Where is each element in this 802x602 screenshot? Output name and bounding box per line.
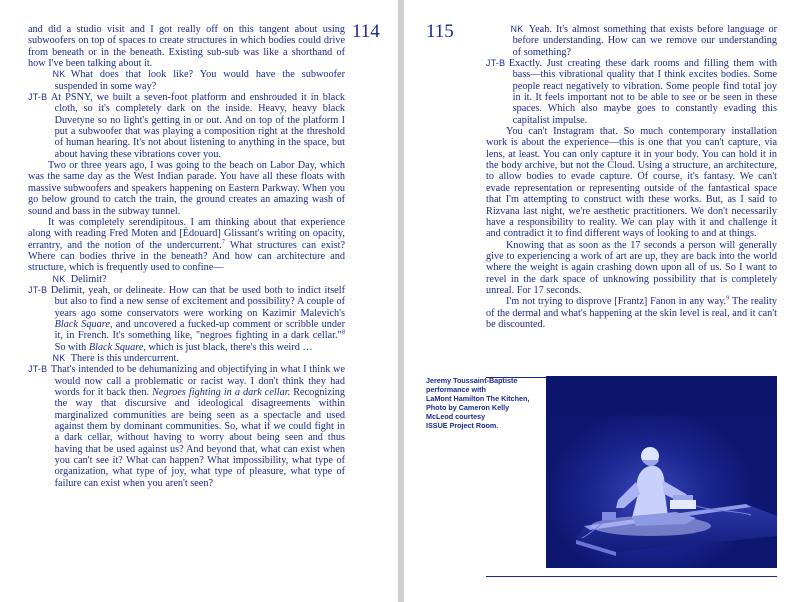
- footnote-marker: 8: [341, 328, 345, 336]
- paragraph: It was completely serendipitous. I am thinking about that experience along with reading Fred Moten and [Édouard] Glissant's writing on opacity, errantry, and the notion of the undercurrent.$^7$ What structures can exist? Where can bodies thrive in the beneath? And how can architecture and structure, which is frequently used to confine—: [28, 216, 345, 274]
- dialogue-line: NK There is this undercurrent.: [52, 352, 179, 364]
- caption-line: performance with: [426, 384, 486, 394]
- speaker-label: NK: [52, 352, 66, 363]
- caption-line: Photo by Cameron Kelly: [426, 402, 510, 412]
- paragraph: and did a studio visit and I got really off on this tangent about using subwoofers on top of spaces to create structures in which bodies could drive from beneath or in the beneath. Existing sub-sub was like a shorthand of how I've been talking about it.: [28, 24, 345, 70]
- footnote-marker: 9: [726, 294, 730, 302]
- dialogue-line: JT-B That's intended to be dehumanizing and objectifying in what I think we would now call a problematic or racist way. I don't think they had words for it back then. Negroes fighting in a dark cellar. Recognizing the way that discursive and ideological disagreements within marginalized communities are being seen as a spectacle and used against them by dominant communities. So, what if we could fight in a dark cellar, without having to worry about being seen and thus having that be used against us? And beyond that, what can exist when you can't see it? What can happen? What impossibility, what type of organization, what type of joy, what type of pleasure, what type of failure can exist when you aren't seen?: [28, 364, 345, 489]
- caption-line: Jeremy Toussaint-Baptiste: [426, 376, 518, 385]
- page-number-right: 115: [426, 21, 454, 42]
- caption-line: LaMont Hamilton The Kitchen,: [426, 393, 530, 403]
- dialogue-line: JT-B Delimit, yeah, or delineate. How can that be used both to indict itself but also to find a new sense of excitement and possibility? A couple of years ago some conservators were working on Kazimir Malevich's Black Square, and uncovered a fucked-up comment or scribble under it, in French. It's something like, "negroes fighting in a dark cellar."$^8$ So with Black Square, which is just black, there's this weird …: [28, 284, 345, 353]
- performance-photo-image: [546, 376, 777, 568]
- speaker-label: NK: [52, 69, 66, 80]
- speaker-label: JT-B: [28, 92, 48, 103]
- photo-caption: [426, 377, 551, 430]
- dialogue-line: NK What does that look like? You would have the subwoofer suspended in some way?: [52, 69, 345, 92]
- speaker-label: JT-B: [486, 58, 506, 69]
- speaker-label: JT-B: [28, 284, 48, 295]
- speaker-label: JT-B: [28, 364, 48, 375]
- dialogue-line: JT-B At PSNY, we built a seven-foot platform and enshrouded it in black cloth, so it's completely dark on the inside. Heavy, heavy black Duvetyne so no light's getting in or out. And on top of the platform I put a subwoofer that was playing a composition right at the threshold of human hearing. It's not about listening to anything in the space, but about having these vibrations cover you.: [28, 92, 345, 160]
- dialogue-line: JT-B Exactly. Just creating these dark rooms and filling them with bass—this vibrational quality that I think excites bodies. Some people react negatively to vibration. Some people find total joy in it. It feels important not to be able to see or be seen in these spaces. Which also maybe goes to constantly evading this capitalist impulse.: [486, 58, 777, 126]
- speaker-label: NK: [52, 273, 66, 284]
- caption-line: McLeod courtesy: [426, 411, 486, 421]
- performance-photo: [546, 376, 777, 568]
- speaker-label: NK: [510, 24, 524, 34]
- paragraph: Knowing that as soon as the 17 seconds a person will generally give to experiencing a work of art are up, they are back into the world where the weight is again crashing down upon all of us. So I want to revel in the dark space of unknowing possibility that is completely unreal. For 17 seconds.: [486, 239, 777, 296]
- caption-line: ISSUE Project Room.: [426, 420, 499, 430]
- right-page: [404, 0, 802, 602]
- paragraph: I'm not trying to disprove [Frantz] Fanon in any way.$^9$ The reality of the dermal and what's happening at the skin level is real, and it can't be discounted.: [486, 294, 777, 330]
- right-page-body: [486, 24, 777, 330]
- left-page-body: [28, 24, 345, 489]
- dialogue-line: NK Yeah. It's almost something that exists before language or before understanding. How can we remove our understanding of something?: [510, 24, 777, 58]
- paragraph: Two or three years ago, I was going to the beach on Labor Day, which was the same day as the West Indian parade. You have all these floats with massive subwoofers and speakers happening on Eastern Parkway. When you go below ground to catch the train, the ground creates an amazing wash of sound and bass in the subway tunnel.: [28, 160, 345, 217]
- left-page: [0, 0, 398, 602]
- page-number-left: 114: [352, 21, 380, 42]
- dialogue-line: NK Delimit?: [52, 273, 107, 285]
- footnote-marker: 7: [221, 238, 226, 246]
- paragraph: You can't Instagram that. So much contemporary installation work is about the experience—this is one that you can't capture, via lens, at least. You can only capture it in your body. You can hold it in the body archive, but not the Cloud. Using a structure, an architecture, to allow bodies to evade capture. Of course, it's fantasy. We can't evade representation or representing outside of the fantastical space that I'm attempting to construct with these works. But, as I said to Rizvana last night, we're aesthetic practitioners. We don't necessarily have a responsibility to reality. We can play with it and challenge it and contradict it to find different ways of looking to and at things.: [486, 126, 777, 240]
- figure-rule-bottom: [486, 576, 777, 577]
